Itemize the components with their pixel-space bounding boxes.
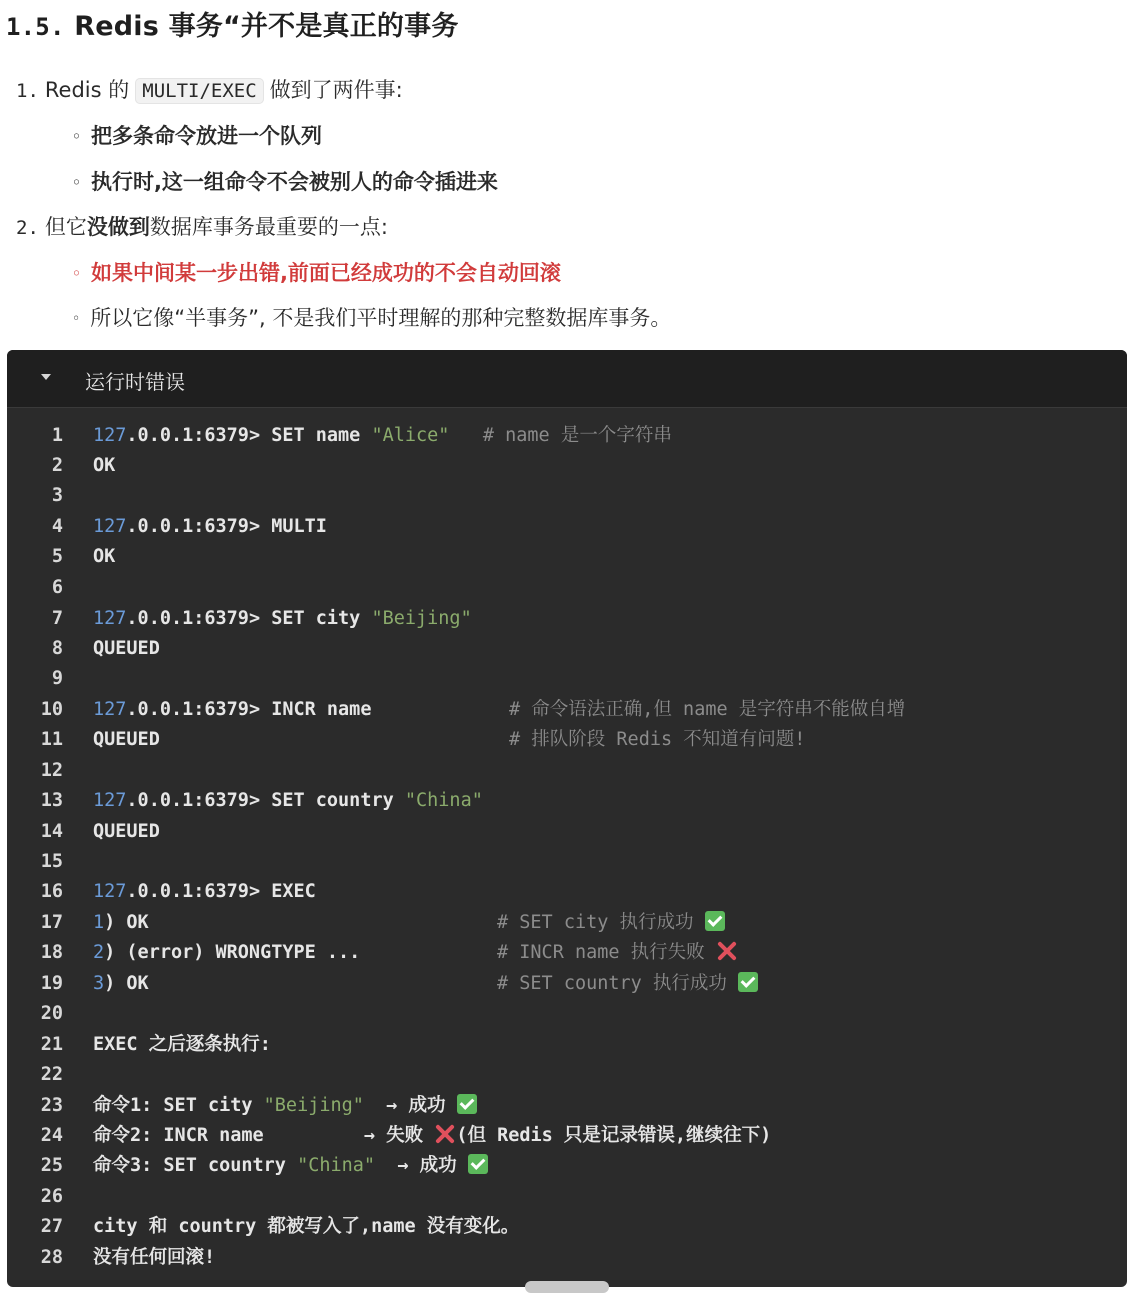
code-token: 127 xyxy=(93,516,127,537)
code-token: "Alice" xyxy=(371,425,450,446)
sub-item-text: 如果中间某一步出错,前面已经成功的不会自动回滚 xyxy=(90,261,561,285)
line-number: 20 xyxy=(40,1003,63,1024)
check-icon xyxy=(738,972,758,992)
line-number: 25 xyxy=(40,1155,63,1176)
code-token: → 成功 xyxy=(363,1095,446,1116)
code-token: 127 xyxy=(93,425,127,446)
code-line xyxy=(93,938,360,968)
code-block-header[interactable] xyxy=(7,350,1127,408)
line-number: 14 xyxy=(40,821,63,842)
code-line: QUEUED xyxy=(93,821,160,842)
sub-item-text: 把多条命令放进一个队列 xyxy=(90,124,322,148)
code-block xyxy=(7,350,1127,1287)
code-line: OK xyxy=(93,546,116,567)
list-text: Redis 的 xyxy=(44,78,130,102)
line-number: 27 xyxy=(40,1216,63,1237)
bullet: ◦ xyxy=(72,129,81,145)
code-token: .0.0.1:6379> xyxy=(126,608,261,629)
section-title: Redis 事务“并不是真正的事务 xyxy=(74,11,459,42)
code-token: SET city xyxy=(260,608,372,629)
line-number: 1 xyxy=(51,425,63,446)
code-comment xyxy=(497,938,738,968)
code-token: 命令2: INCR name xyxy=(93,1125,264,1146)
bullet: ◦ xyxy=(72,266,81,282)
code-token: 127 xyxy=(93,608,127,629)
line-number: 10 xyxy=(40,699,63,720)
code-token: 127 xyxy=(93,699,127,720)
sub-item-text: 执行时,这一组命令不会被别人的命令插进来 xyxy=(90,170,498,194)
code-token: 2 xyxy=(93,942,105,963)
code-line xyxy=(93,421,672,451)
list-text: 做到了两件事: xyxy=(269,78,403,102)
line-number: 21 xyxy=(40,1034,63,1055)
code-line xyxy=(93,1121,771,1151)
code-token: ) (error) WRONGTYPE ... xyxy=(104,942,361,963)
code-line: 没有任何回滚! xyxy=(93,1247,216,1268)
list-item-2 xyxy=(16,211,388,241)
sub-item xyxy=(72,120,322,150)
check-icon xyxy=(468,1154,488,1174)
code-token: 命令3: SET country xyxy=(93,1155,298,1176)
line-number: 26 xyxy=(40,1186,63,1207)
code-comment: # 排队阶段 Redis 不知道有问题! xyxy=(509,729,806,750)
check-icon xyxy=(457,1094,477,1114)
code-token: "Beijing" xyxy=(263,1095,364,1116)
list-marker: 2. xyxy=(16,217,39,239)
line-number: 8 xyxy=(51,638,63,659)
section-number: 1.5. xyxy=(6,13,65,41)
code-token: .0.0.1:6379> xyxy=(126,699,261,720)
code-token: "China" xyxy=(297,1155,376,1176)
code-token: # SET city 执行成功 xyxy=(497,912,694,933)
section-heading xyxy=(6,4,459,43)
code-line xyxy=(93,512,327,542)
code-token: .0.0.1:6379> xyxy=(126,425,261,446)
code-token: .0.0.1:6379> xyxy=(126,516,261,537)
line-number: 12 xyxy=(40,760,63,781)
list-text: 数据库事务最重要的一点: xyxy=(149,215,388,239)
code-token: .0.0.1:6379> xyxy=(126,881,261,902)
code-token: .0.0.1:6379> xyxy=(126,790,261,811)
code-token: # INCR name 执行失败 xyxy=(497,942,705,963)
code-line xyxy=(93,604,472,634)
code-token: ) OK xyxy=(104,912,149,933)
sub-item-text: 所以它像“半事务”, 不是我们平时理解的那种完整数据库事务。 xyxy=(90,306,672,330)
code-line xyxy=(93,695,371,725)
line-number: 15 xyxy=(40,851,63,872)
list-text-bold: 没做到 xyxy=(86,215,150,239)
cross-icon xyxy=(434,1123,456,1145)
code-token: # SET country 执行成功 xyxy=(497,973,727,994)
code-line: city 和 country 都被写入了,name 没有变化。 xyxy=(93,1216,520,1237)
sub-item-warning xyxy=(72,257,561,287)
list-text: 但它 xyxy=(44,215,87,239)
code-comment xyxy=(497,908,725,938)
code-token: 127 xyxy=(93,881,127,902)
sub-item xyxy=(72,166,498,196)
sub-item xyxy=(72,302,671,332)
list-marker: 1. xyxy=(16,80,39,102)
code-comment xyxy=(497,969,758,999)
code-token: 命令1: SET city xyxy=(93,1095,264,1116)
inline-code: MULTI/EXEC xyxy=(135,78,263,104)
line-number: 7 xyxy=(51,608,63,629)
check-icon xyxy=(705,911,725,931)
code-token: MULTI xyxy=(260,516,327,537)
line-number: 9 xyxy=(51,668,63,689)
code-token: → 成功 xyxy=(375,1155,457,1176)
bullet: ◦ xyxy=(72,311,81,327)
code-token: # name 是一个字符串 xyxy=(482,425,672,446)
line-number: 18 xyxy=(40,942,63,963)
line-number: 6 xyxy=(51,577,63,598)
line-number: 16 xyxy=(40,881,63,902)
code-line: QUEUED xyxy=(93,638,160,659)
code-token: SET country xyxy=(260,790,405,811)
code-token: 1 xyxy=(93,912,105,933)
horizontal-scrollbar[interactable] xyxy=(525,1281,609,1293)
code-token: 127 xyxy=(93,790,127,811)
line-number: 22 xyxy=(40,1064,63,1085)
line-number: 2 xyxy=(51,455,63,476)
code-token: "China" xyxy=(404,790,483,811)
code-token: (但 Redis 只是记录错误,继续往下) xyxy=(456,1125,772,1146)
code-line xyxy=(93,877,316,907)
line-number: 3 xyxy=(51,485,63,506)
code-token: INCR name xyxy=(260,699,372,720)
line-number: 4 xyxy=(51,516,63,537)
code-block-title: 运行时错误 xyxy=(85,370,185,394)
code-line xyxy=(93,786,483,816)
code-token: → 失败 xyxy=(363,1125,424,1146)
bullet: ◦ xyxy=(72,175,81,191)
code-token: ) OK xyxy=(104,973,149,994)
code-line: OK xyxy=(93,455,116,476)
code-comment: # 命令语法正确,但 name 是字符串不能做自增 xyxy=(509,699,906,720)
code-line xyxy=(93,1091,477,1121)
line-number: 11 xyxy=(40,729,63,750)
line-number: 13 xyxy=(40,790,63,811)
code-token: SET name xyxy=(260,425,372,446)
code-line xyxy=(93,969,149,999)
line-number: 19 xyxy=(40,973,63,994)
code-line: EXEC 之后逐条执行: xyxy=(93,1034,271,1055)
list-item-1 xyxy=(16,74,403,104)
code-line xyxy=(93,1151,488,1181)
line-number: 5 xyxy=(51,546,63,567)
line-number: 23 xyxy=(40,1095,63,1116)
code-token: 3 xyxy=(93,973,105,994)
collapse-caret-icon[interactable] xyxy=(41,374,51,380)
line-number: 28 xyxy=(40,1247,63,1268)
cross-icon xyxy=(716,940,738,962)
line-number: 17 xyxy=(40,912,63,933)
code-token: EXEC xyxy=(260,881,316,902)
code-line xyxy=(93,908,149,938)
line-number: 24 xyxy=(40,1125,63,1146)
code-line: QUEUED xyxy=(93,729,160,750)
code-token: "Beijing" xyxy=(371,608,472,629)
